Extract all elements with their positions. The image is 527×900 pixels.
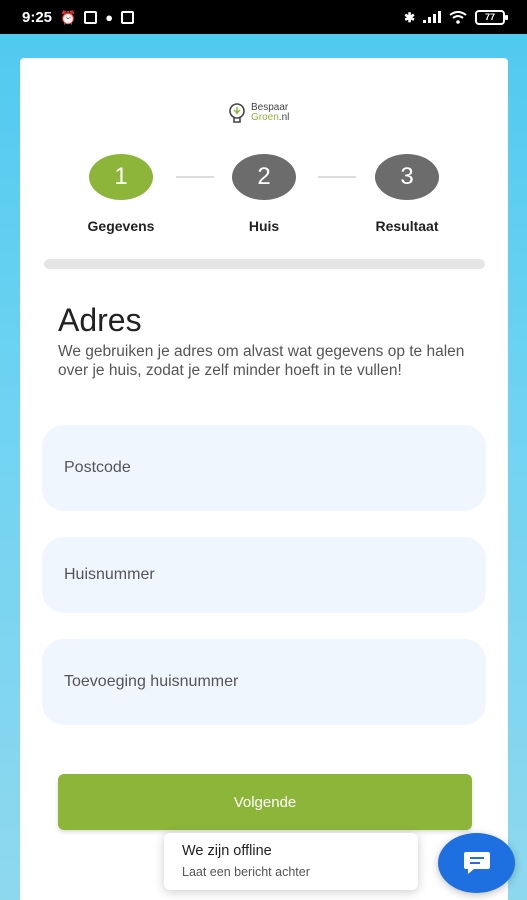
progress-bar — [44, 259, 485, 269]
status-bar — [0, 0, 527, 34]
huisnummer-input[interactable] — [62, 565, 486, 585]
page-description: We gebruiken je adres om alvast wat gegevens op te halen over je huis, zodat je zelf minder hoeft in te vullen! — [58, 343, 465, 379]
page-title: Adres — [58, 302, 142, 338]
step-1-label: Gegevens — [87, 218, 155, 234]
toevoeging-field[interactable] — [42, 639, 486, 725]
status-bar-right — [404, 10, 505, 25]
onboarding-card — [20, 58, 508, 900]
status-bar-left — [22, 9, 134, 26]
huisnummer-field[interactable] — [42, 537, 486, 613]
battery-level: 77 — [484, 12, 495, 22]
toevoeging-input[interactable] — [62, 672, 486, 692]
step-2-label: Huis — [248, 218, 280, 234]
logo-line-2-suffix: .nl — [278, 112, 290, 123]
step-3-circle: 3 — [375, 154, 439, 200]
postcode-field[interactable] — [42, 425, 486, 511]
stepper — [20, 154, 508, 244]
logo-line-2-green: Groen — [251, 112, 279, 123]
chat-launcher-button[interactable] — [438, 833, 515, 893]
battery-icon — [475, 10, 505, 25]
next-button[interactable]: Volgende — [58, 774, 472, 830]
check-circle-icon: ● — [105, 9, 114, 25]
chat-status-bubble[interactable] — [164, 833, 418, 890]
signal-icon — [423, 11, 441, 23]
wifi-icon — [449, 11, 467, 24]
chat-icon — [462, 850, 492, 876]
bluetooth-icon: ✱ — [404, 9, 415, 25]
step-3-label: Resultaat — [375, 218, 439, 234]
step-gegevens[interactable] — [61, 154, 181, 234]
notification-icon — [84, 11, 97, 24]
chat-status-subtitle: Laat een bericht achter — [182, 865, 310, 879]
logo-wordmark — [251, 103, 289, 123]
logo-line-1: Bespaar — [251, 102, 289, 113]
bulb-logo-icon — [226, 102, 248, 124]
step-2-circle: 2 — [232, 154, 296, 200]
logo-line-2 — [251, 113, 289, 123]
status-time: 9:25 — [22, 8, 53, 26]
bespaargroen-logo — [226, 102, 289, 124]
step-huis[interactable] — [204, 154, 324, 234]
postcode-input[interactable] — [62, 458, 486, 478]
chat-status-title: We zijn offline — [182, 843, 272, 859]
step-1-circle: 1 — [89, 154, 153, 200]
alarm-icon: ⏰ — [60, 9, 77, 25]
message-icon — [121, 11, 134, 24]
step-resultaat[interactable] — [347, 154, 467, 234]
